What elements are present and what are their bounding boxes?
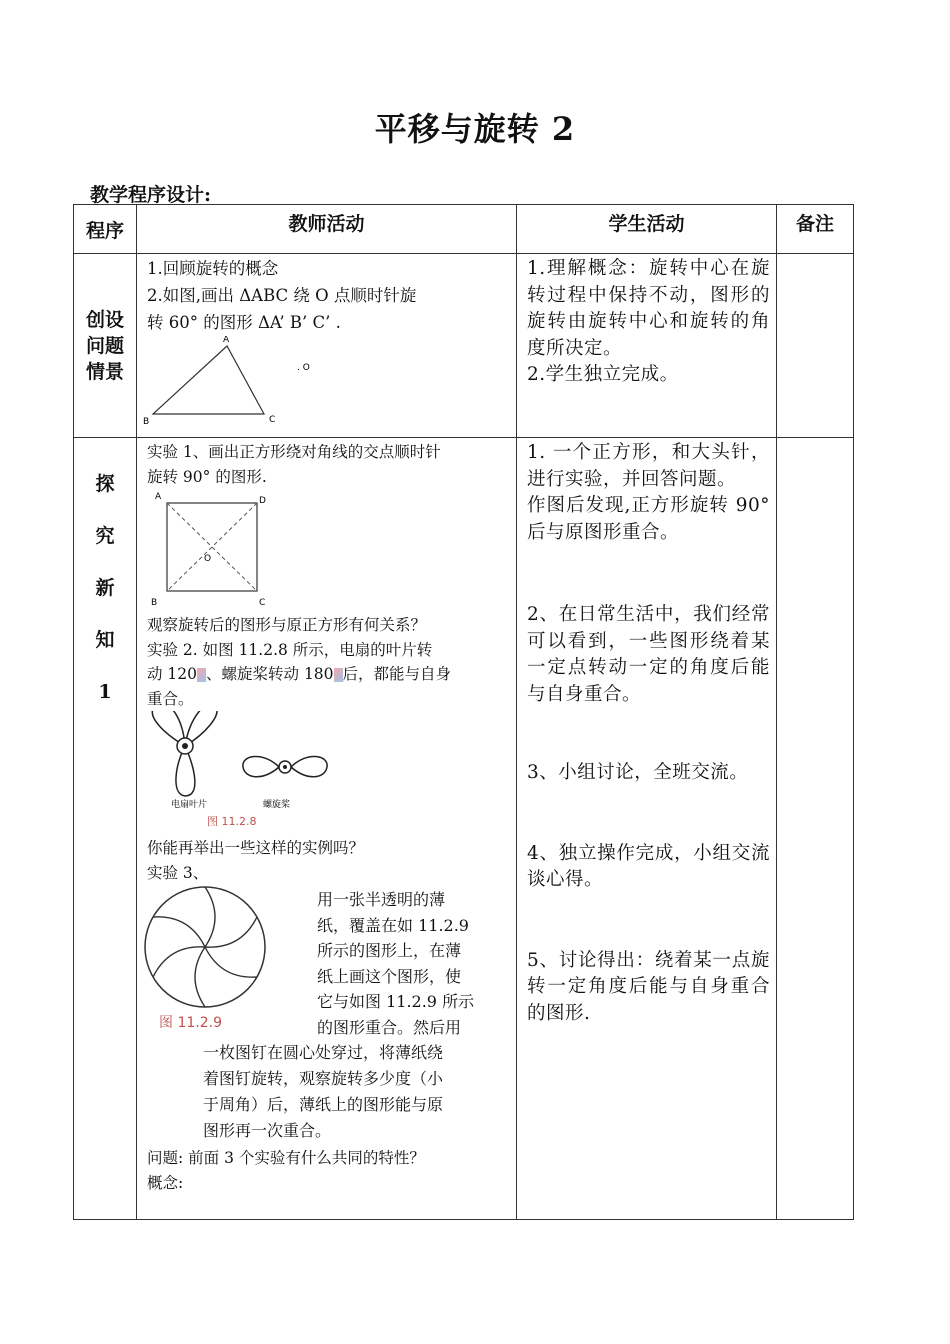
text-line: 问题: 前面 3 个实验有什么共同的特性？ xyxy=(147,1149,425,1167)
section-subtitle: 教学程序设计: xyxy=(90,184,212,206)
remarks-cell xyxy=(777,254,854,438)
teacher-cell xyxy=(137,254,517,438)
table-row xyxy=(74,438,854,1220)
wheel xyxy=(145,887,265,1007)
text-line: 转 60° 的图形 ΔA’ B’ C’ . xyxy=(147,313,341,332)
procedure-cell: 探 究 新 知 1 xyxy=(74,438,137,1220)
text-line: 观察旋转后的图形与原正方形有何关系？ xyxy=(147,616,427,634)
text-line: 3、小组讨论，全班交流。 xyxy=(527,762,749,783)
text-line: 实验 1、画出正方形绕对角线的交点顺时针 xyxy=(147,443,441,461)
text-line: 1.理解概念：旋转中心在旋转过程中保持不动，图形的旋转由旋转中心和旋转的角度所决定。 xyxy=(527,258,770,359)
label-a: A xyxy=(155,492,162,502)
text-line: 4、独立操作完成，小组交流谈心得。 xyxy=(527,842,770,890)
triangle-figure xyxy=(137,336,507,431)
propeller xyxy=(243,756,327,776)
wheel-spokes xyxy=(148,887,262,1007)
remarks-cell xyxy=(777,438,854,1220)
exp3-block xyxy=(137,885,516,1040)
label-c: C xyxy=(259,598,266,607)
text-line: 2.如图,画出 ΔABC 绕 O 点顺时针旋 xyxy=(147,286,417,305)
exp3-side-text: 用一张半透明的薄 纸，覆盖在如 11.2.9 所示的图形上，在薄 纸上画这个图形，使 它与如图 11.2.9 所示 的图形重合。然后用 xyxy=(317,890,475,1037)
text-line: 旋转 90° 的图形. xyxy=(147,467,267,486)
header-teacher: 教师活动 xyxy=(137,205,517,254)
image-icon xyxy=(197,668,206,682)
fan-blades xyxy=(152,711,217,796)
header-remarks: 备注 xyxy=(777,205,854,254)
page-title: 平移与旋转 2 xyxy=(374,110,576,148)
label-a: A xyxy=(223,336,230,345)
student-cell xyxy=(517,438,777,1220)
table-header-row xyxy=(74,205,854,254)
text-line: 2.学生独立完成。 xyxy=(527,364,679,385)
text-line: 概念: xyxy=(147,1173,184,1192)
wheel-figure xyxy=(137,885,317,1033)
lesson-plan-table xyxy=(73,204,854,1220)
label-b: B xyxy=(143,417,150,427)
image-icon xyxy=(334,668,343,682)
triangle-abc xyxy=(153,346,264,414)
procedure-cell: 创设 问题 情景 xyxy=(74,254,137,438)
figure-caption: 图 11.2.9 xyxy=(159,1015,222,1031)
text-line: 2、在日常生活中，我们经常可以看到，一些图形绕着某一定点转动一定的角度后能与自身重合。 xyxy=(527,604,770,705)
text-line: 实验 2. 如图 11.2.8 所示，电扇的叶片转 xyxy=(147,640,433,659)
teacher-cell xyxy=(137,438,517,1220)
label-o: . O xyxy=(297,363,310,373)
text-line: 重合。 xyxy=(147,689,194,708)
label-c: C xyxy=(269,415,276,425)
text-line: 作图后发现,正方形旋转 90° 后与原图形重合。 xyxy=(527,495,770,543)
exp3-full-text: 一枚图钉在圆心处穿过，将薄纸绕 着图钉旋转，观察旋转多少度（小 于周角）后，薄纸上的图形能与原 图形再一次重合。 xyxy=(203,1043,444,1140)
header-student: 学生活动 xyxy=(517,205,777,254)
text-line: 你能再举出一些这样的实例吗？ xyxy=(147,839,365,857)
text-line: 1.回顾旋转的概念 xyxy=(147,259,279,278)
text-line: 实验 3、 xyxy=(147,863,209,882)
text-line: 动 120 、螺旋桨转动 180 后，都能与自身 xyxy=(147,665,452,683)
text-line: 1. 一个正方形，和大头针，进行实验，并回答问题。 xyxy=(527,442,770,490)
label-o: O xyxy=(204,554,212,564)
propeller-label: 螺旋桨 xyxy=(263,800,291,810)
student-cell xyxy=(517,254,777,438)
label-b: B xyxy=(151,598,158,607)
table-row xyxy=(74,254,854,438)
square-figure xyxy=(137,489,507,607)
label-d: D xyxy=(259,496,266,506)
fan-propeller-figure xyxy=(137,711,507,836)
fan-label: 电扇叶片 xyxy=(171,800,208,810)
text-line: 5、讨论得出：绕着某一点旋转一定角度后能与自身重合的图形. xyxy=(527,949,770,1024)
header-procedure: 程序 xyxy=(74,205,137,254)
figure-caption: 图 11.2.8 xyxy=(207,815,257,828)
